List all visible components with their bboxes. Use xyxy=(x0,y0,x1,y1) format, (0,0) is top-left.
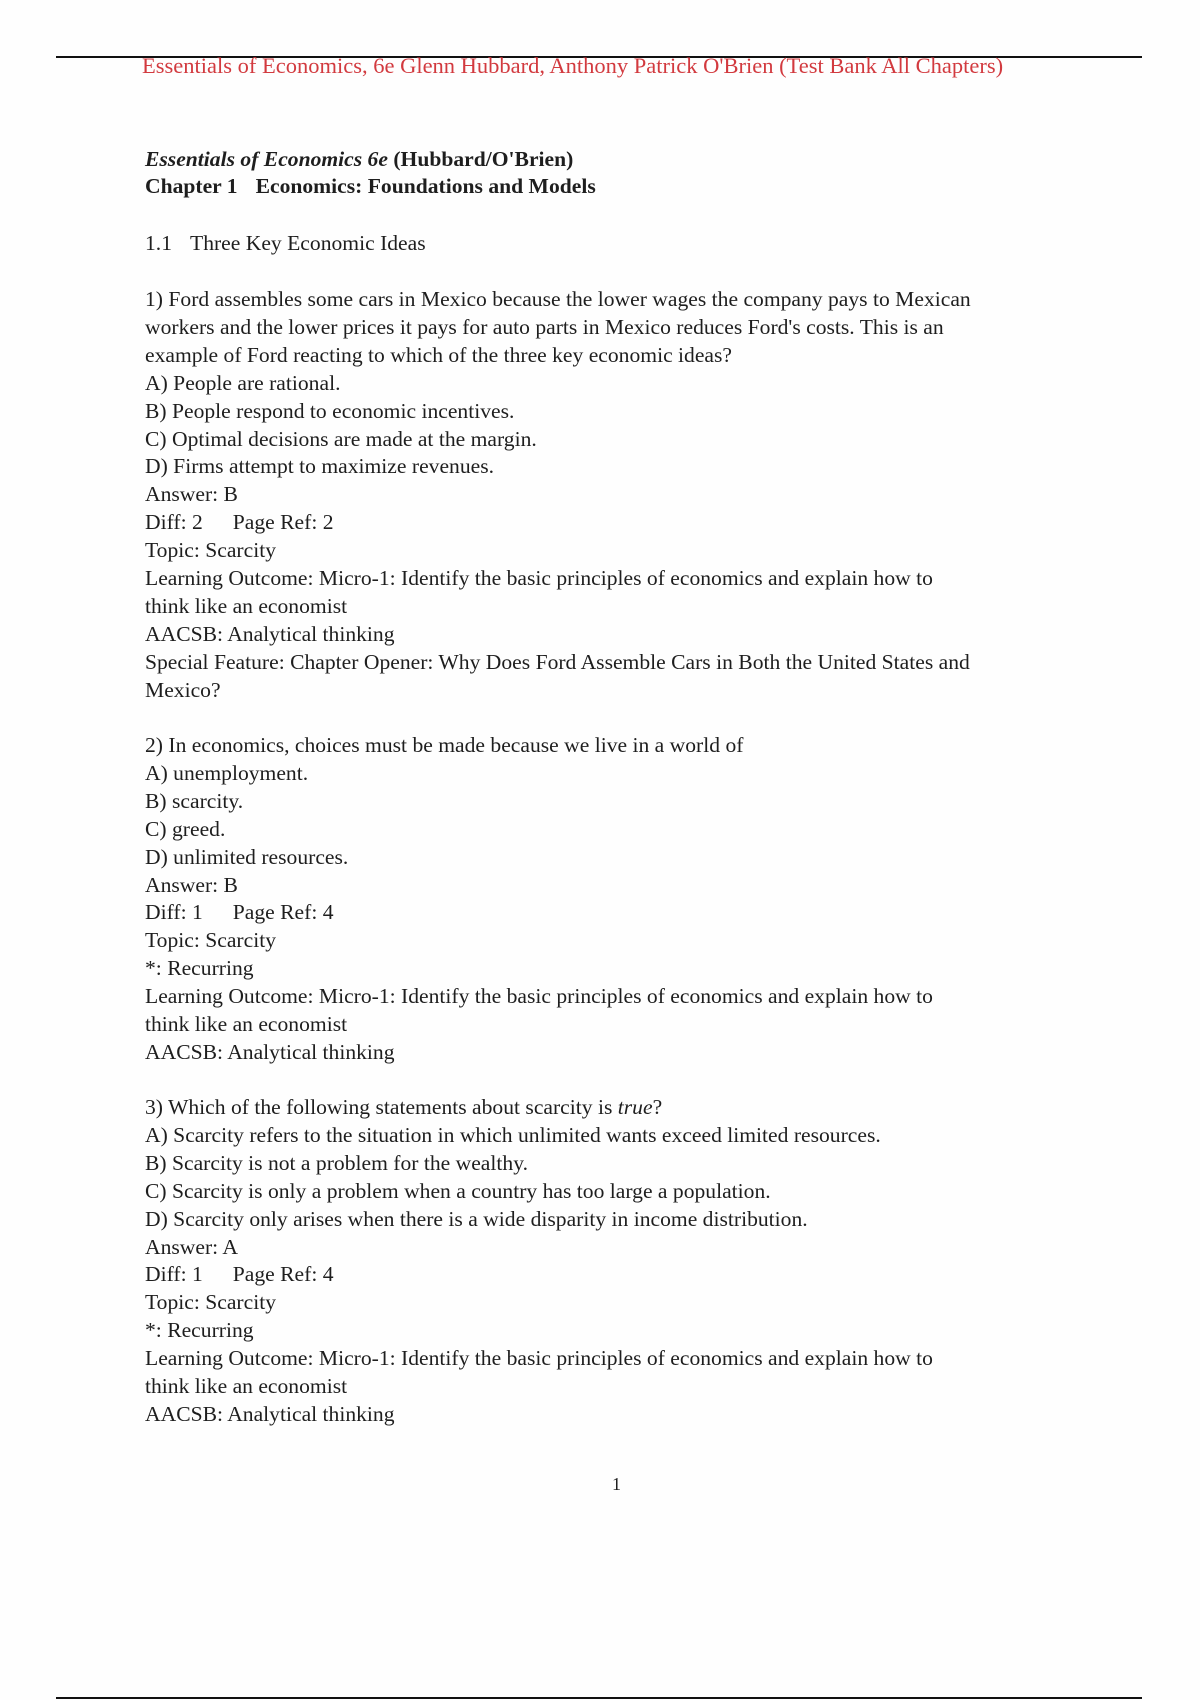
answer-option xyxy=(145,452,494,480)
question-stem xyxy=(145,1093,662,1121)
page-number: 1 xyxy=(612,1474,621,1494)
learning-outcome-text: Learning Outcome: Micro-1: Identify the basic principles of economics and explain how to xyxy=(145,566,933,590)
question-stem xyxy=(145,731,743,759)
option-text: A) Scarcity refers to the situation in which unlimited wants exceed limited resources. xyxy=(145,1122,881,1147)
difficulty-page-ref xyxy=(145,508,334,536)
learning-outcome-text: Learning Outcome: Micro-1: Identify the basic principles of economics and explain how to xyxy=(145,1346,933,1371)
learning-outcome-text: think like an economist xyxy=(145,593,348,618)
aacsb-text: AACSB: Analytical thinking xyxy=(145,1401,395,1426)
topic xyxy=(145,1288,276,1316)
learning-outcome-text: Learning Outcome: Micro-1: Identify the basic principles of economics and explain how to xyxy=(145,984,933,1009)
recurring-text: *: Recurring xyxy=(145,1318,254,1343)
answer-option xyxy=(145,1205,808,1233)
topic-text: Topic: Scarcity xyxy=(145,538,277,563)
learning-outcome-text: think like an economist xyxy=(145,1012,348,1036)
difficulty: Diff: 2 xyxy=(145,510,203,535)
answer-option xyxy=(145,759,308,787)
topic-text: Topic: Scarcity xyxy=(145,1290,277,1315)
option-text: B) Scarcity is not a problem for the wealthy. xyxy=(145,1150,528,1175)
page-ref: Page Ref: 4 xyxy=(232,1262,334,1287)
recurring-flag xyxy=(145,1316,254,1344)
answer-option xyxy=(145,787,243,815)
learning-outcome xyxy=(145,592,347,620)
option-text: D) Firms attempt to maximize revenues. xyxy=(145,454,495,479)
answer-option xyxy=(145,397,514,425)
answer-option xyxy=(145,369,340,397)
difficulty: Diff: 1 xyxy=(145,900,203,925)
topic xyxy=(145,926,276,954)
learning-outcome xyxy=(145,982,933,1010)
question-stem xyxy=(145,313,944,341)
page-ref: Page Ref: 4 xyxy=(232,900,334,925)
aacsb xyxy=(145,1038,395,1066)
option-text: A) unemployment. xyxy=(145,760,309,785)
option-text: C) Scarcity is only a problem when a country has too large a population. xyxy=(145,1178,771,1203)
answer-option xyxy=(145,1121,881,1149)
stem-text: 3) Which of the following statements about scarcity is xyxy=(145,1095,618,1119)
book-title xyxy=(145,145,573,173)
recurring-flag xyxy=(145,954,254,982)
answer-option xyxy=(145,1149,528,1177)
answer-text: Answer: B xyxy=(145,872,238,897)
book-title-italic: Essentials of Economics 6e xyxy=(145,147,388,171)
difficulty-page-ref xyxy=(145,1260,334,1288)
answer-option xyxy=(145,425,537,453)
recurring-text: *: Recurring xyxy=(145,956,254,981)
option-text: D) unlimited resources. xyxy=(145,844,349,869)
section-name: Three Key Economic Ideas xyxy=(190,231,426,255)
special-feature-text: Special Feature: Chapter Opener: Why Does Ford Assemble Cars in Both the United States and xyxy=(145,649,970,674)
stem-text: 2) In economics, choices must be made because we live in a world of xyxy=(145,733,744,757)
answer-option xyxy=(145,843,348,871)
topic-text: Topic: Scarcity xyxy=(145,928,277,953)
page-ref: Page Ref: 2 xyxy=(232,510,334,535)
difficulty: Diff: 1 xyxy=(145,1262,203,1287)
option-text: C) greed. xyxy=(145,816,226,841)
chapter-name: Economics: Foundations and Models xyxy=(255,174,596,198)
answer-text: Answer: B xyxy=(145,482,238,507)
aacsb-text: AACSB: Analytical thinking xyxy=(145,1039,395,1064)
stem-text: 1) Ford assembles some cars in Mexico because the lower wages the company pays to Mexican xyxy=(145,287,971,311)
special-feature-text: Mexico? xyxy=(145,677,221,702)
aacsb xyxy=(145,1400,395,1428)
answer-option xyxy=(145,815,225,843)
book-authors: (Hubbard/O'Brien) xyxy=(387,147,574,171)
section-number: 1.1 xyxy=(145,231,172,255)
footer-rule xyxy=(56,1697,1142,1699)
section-heading xyxy=(145,229,426,257)
special-feature xyxy=(145,676,221,704)
option-text: A) People are rational. xyxy=(145,370,341,395)
document-header: Essentials of Economics, 6e Glenn Hubbard, Anthony Patrick O'Brien (Test Bank All Chapters) xyxy=(142,53,1004,78)
answer-option xyxy=(145,1177,771,1205)
learning-outcome-text: think like an economist xyxy=(145,1374,348,1398)
stem-text: true xyxy=(617,1095,653,1119)
answer-key xyxy=(145,871,238,899)
chapter-label: Chapter 1 xyxy=(145,174,238,198)
question-stem xyxy=(145,285,971,313)
topic xyxy=(145,536,276,564)
answer-text: Answer: A xyxy=(145,1234,238,1259)
question-stem xyxy=(145,341,732,369)
aacsb xyxy=(145,620,395,648)
option-text: C) Optimal decisions are made at the margin. xyxy=(145,426,537,451)
option-text: B) People respond to economic incentives. xyxy=(145,398,515,423)
learning-outcome xyxy=(145,1344,933,1372)
difficulty-page-ref xyxy=(145,898,334,926)
learning-outcome xyxy=(145,1010,347,1038)
special-feature xyxy=(145,648,970,676)
stem-text: example of Ford reacting to which of the three key economic ideas? xyxy=(145,342,733,367)
option-text: D) Scarcity only arises when there is a wide disparity in income distribution. xyxy=(145,1206,808,1231)
learning-outcome xyxy=(145,564,933,592)
learning-outcome xyxy=(145,1372,347,1400)
answer-key xyxy=(145,480,238,508)
aacsb-text: AACSB: Analytical thinking xyxy=(145,621,395,646)
answer-key xyxy=(145,1233,238,1261)
stem-text: workers and the lower prices it pays for auto parts in Mexico reduces Ford's costs. This is an xyxy=(145,314,944,339)
option-text: B) scarcity. xyxy=(145,788,244,813)
stem-text: ? xyxy=(652,1095,663,1119)
chapter-heading xyxy=(145,172,596,200)
